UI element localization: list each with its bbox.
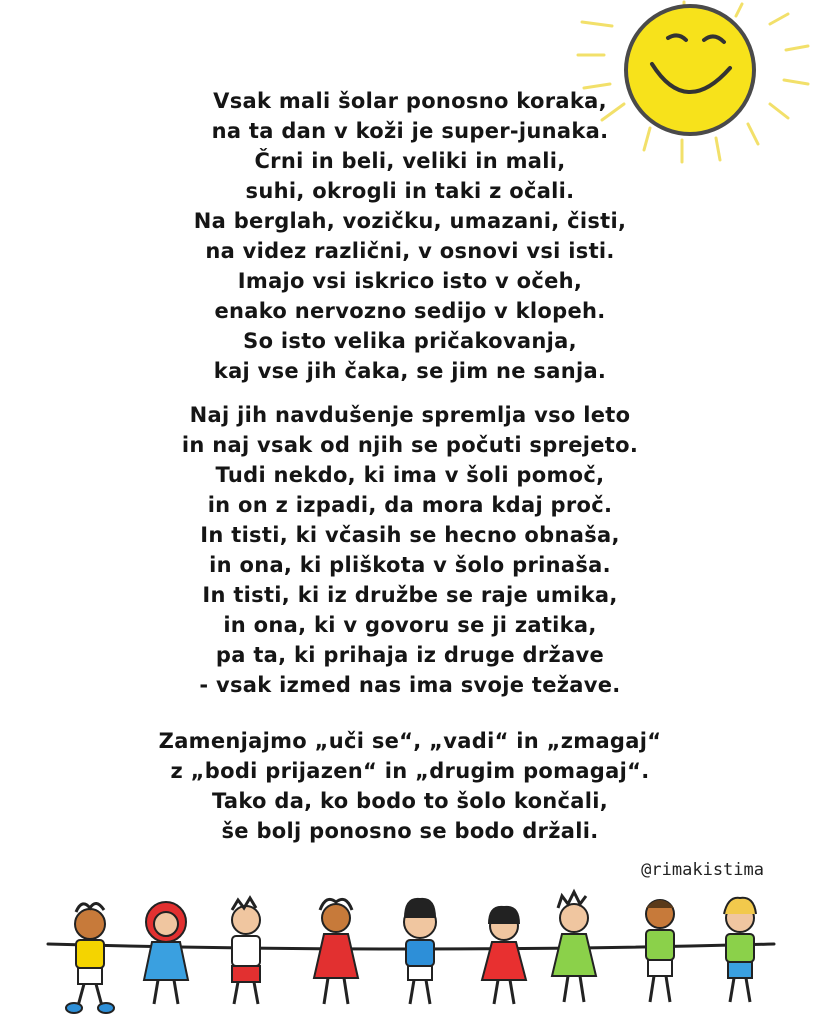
child-figure bbox=[66, 903, 114, 1013]
child-figure bbox=[232, 898, 260, 1004]
poem-line: Zamenjajmo „uči se“, „vadi“ in „zmagaj“ bbox=[158, 729, 662, 753]
poem-line: - vsak izmed nas ima svoje težave. bbox=[199, 673, 621, 697]
child-figure bbox=[404, 898, 436, 1004]
poem-line: In tisti, ki včasih se hecno obnaša, bbox=[200, 523, 620, 547]
poem-line: suhi, okrogli in taki z očali. bbox=[245, 179, 575, 203]
poem-stanza-1 bbox=[0, 86, 820, 386]
poem-stanza-2 bbox=[0, 400, 820, 700]
poem-line: na ta dan v koži je super-junaka. bbox=[211, 119, 609, 143]
poem-line: So isto velika pričakovanja, bbox=[243, 329, 577, 353]
poem-line: in ona, ki v govoru se ji zatika, bbox=[223, 613, 597, 637]
poem-line: in naj vsak od njih se počuti sprejeto. bbox=[181, 433, 639, 457]
author-handle: @rimakistima bbox=[641, 860, 764, 880]
poem-line: Črni in beli, veliki in mali, bbox=[254, 149, 566, 173]
child-figure bbox=[646, 900, 674, 1002]
child-figure bbox=[314, 899, 358, 1004]
poem-line: enako nervozno sedijo v klopeh. bbox=[214, 299, 606, 323]
poem-line: In tisti, ki iz družbe se raje umika, bbox=[202, 583, 618, 607]
poem-line: z „bodi prijazen“ in „drugim pomagaj“. bbox=[170, 759, 650, 783]
child-figure bbox=[144, 902, 188, 1004]
child-figure bbox=[724, 898, 756, 1002]
poem-line: kaj vse jih čaka, se jim ne sanja. bbox=[213, 359, 607, 383]
children-illustration bbox=[38, 884, 784, 1014]
child-figure bbox=[482, 906, 526, 1004]
child-figure bbox=[552, 892, 596, 1002]
poem-line: pa ta, ki prihaja iz druge države bbox=[215, 643, 605, 667]
poem-line: Tako da, ko bodo to šolo končali, bbox=[211, 789, 609, 813]
poem-line: na videz različni, v osnovi vsi isti. bbox=[205, 239, 615, 263]
poem-line: Naj jih navdušenje spremlja vso leto bbox=[189, 403, 631, 427]
poem-line: Tudi nekdo, ki ima v šoli pomoč, bbox=[215, 463, 605, 487]
poem-line: Vsak mali šolar ponosno koraka, bbox=[213, 89, 607, 113]
poem-line: še bolj ponosno se bodo držali. bbox=[221, 819, 599, 843]
poem-stanza-3 bbox=[0, 726, 820, 846]
poem-line: Na berglah, vozičku, umazani, čisti, bbox=[193, 209, 627, 233]
poem-line: Imajo vsi iskrico isto v očeh, bbox=[237, 269, 583, 293]
poem-line: in on z izpadi, da mora kdaj proč. bbox=[207, 493, 613, 517]
poem-line: in ona, ki pliškota v šolo prinaša. bbox=[209, 553, 611, 577]
